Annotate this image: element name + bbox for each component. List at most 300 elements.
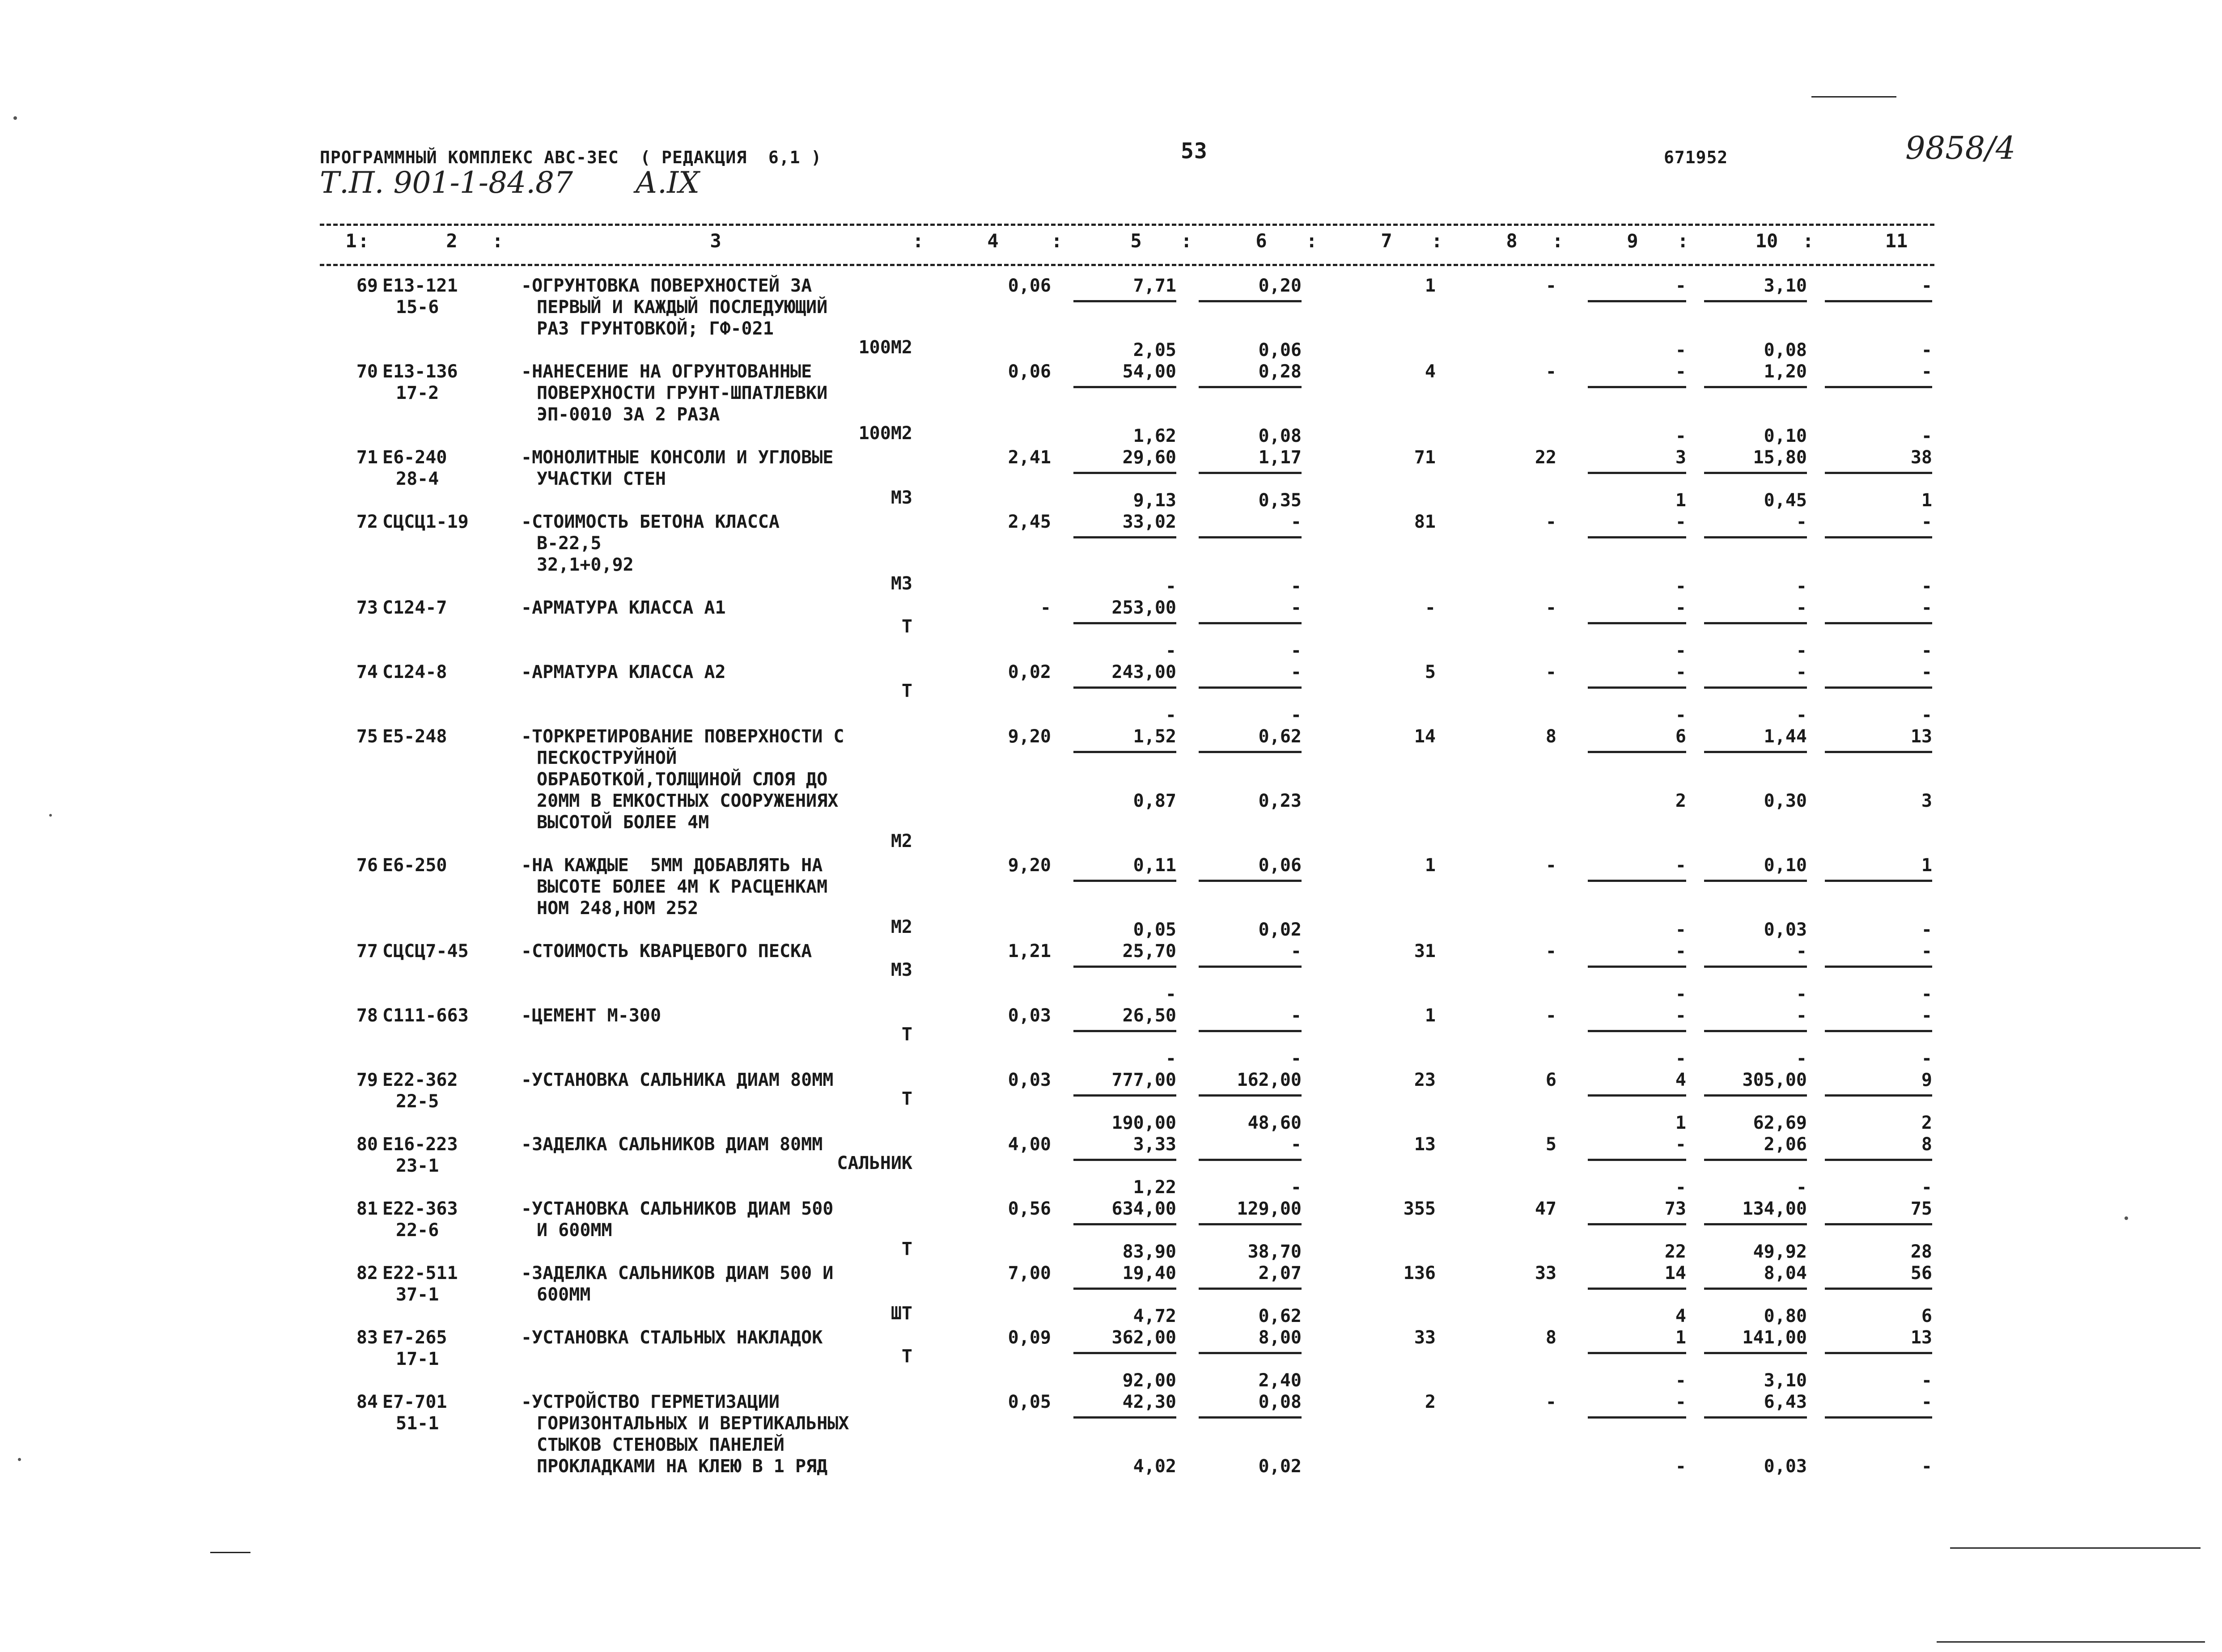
row-code: Е13-136	[382, 361, 458, 382]
row-code: Е5-248	[382, 726, 447, 747]
row-c9-top: -	[1675, 941, 1686, 962]
row-c7: 13	[1414, 1134, 1436, 1155]
column-header: 4	[987, 230, 999, 252]
row-c11-bottom: -	[1921, 984, 1932, 1004]
row-c5-bottom: 190,00	[1111, 1113, 1176, 1133]
row-c5-bottom: 0,87	[1133, 791, 1176, 811]
fraction-rule	[1199, 1416, 1302, 1419]
row-c6-bottom: 0,06	[1258, 340, 1302, 360]
row-c7: 23	[1414, 1070, 1436, 1090]
scan-speck	[13, 116, 17, 120]
fraction-rule	[1825, 880, 1932, 882]
row-c6-bottom: -	[1290, 640, 1302, 661]
fraction-rule	[1588, 1223, 1686, 1225]
row-qty: 2,45	[1008, 512, 1051, 532]
fraction-rule	[1073, 300, 1176, 302]
row-description: -НАНЕСЕНИЕ НА ОГРУНТОВАННЫЕ	[521, 361, 812, 382]
row-c10-bottom: 0,80	[1764, 1306, 1807, 1326]
fraction-rule	[1825, 1352, 1932, 1354]
fraction-rule	[1704, 1030, 1807, 1032]
row-c6-top: -	[1290, 1005, 1302, 1026]
row-unit: М2	[890, 917, 912, 937]
row-c10-top: -	[1796, 662, 1807, 682]
row-unit: Т	[901, 616, 912, 637]
scan-speck	[18, 1458, 21, 1461]
row-c9-top: -	[1675, 1005, 1686, 1026]
row-c6-bottom: -	[1290, 705, 1302, 725]
row-code: С111-663	[382, 1005, 469, 1026]
fraction-rule	[1073, 1030, 1176, 1032]
column-header: 6	[1255, 230, 1267, 252]
row-c5-top: 7,71	[1133, 275, 1176, 296]
row-c5-top: 26,50	[1122, 1005, 1176, 1026]
fraction-rule	[1073, 1223, 1176, 1225]
fraction-rule	[1825, 966, 1932, 968]
row-c9-top: -	[1675, 1134, 1686, 1155]
row-c5-bottom: 1,22	[1133, 1177, 1176, 1198]
row-description: -ЗАДЕЛКА САЛЬНИКОВ ДИАМ 80ММ	[521, 1134, 823, 1155]
scan-line	[1937, 1641, 2205, 1643]
row-unit: М3	[890, 487, 912, 508]
fraction-rule	[1073, 1416, 1176, 1419]
fraction-rule	[1073, 1094, 1176, 1097]
fraction-rule	[1588, 622, 1686, 624]
fraction-rule	[1704, 1352, 1807, 1354]
row-number: 70	[356, 361, 378, 382]
row-unit: Т	[901, 681, 912, 701]
row-description: РАЗ ГРУНТОВКОЙ; ГФ-021	[537, 318, 774, 339]
fraction-rule	[1704, 1416, 1807, 1419]
scan-speck	[2124, 1216, 2128, 1220]
row-c6-bottom: 0,08	[1258, 426, 1302, 446]
row-c11-top: 75	[1910, 1199, 1932, 1219]
column-separator: :	[1051, 230, 1063, 252]
row-description: УЧАСТКИ СТЕН	[537, 469, 666, 489]
row-c10-bottom: 0,30	[1764, 791, 1807, 811]
row-qty: 4,00	[1008, 1134, 1051, 1155]
row-c6-bottom: 2,40	[1258, 1370, 1302, 1391]
row-code: СЦСЦ7-45	[382, 941, 469, 962]
fraction-rule	[1825, 536, 1932, 538]
row-c11-top: -	[1921, 361, 1932, 382]
row-c10-top: 141,00	[1742, 1327, 1807, 1348]
row-c10-bottom: 0,10	[1764, 426, 1807, 446]
fraction-rule	[1825, 300, 1932, 302]
row-c10-bottom: -	[1796, 1048, 1807, 1069]
row-code: 22-6	[396, 1220, 439, 1241]
row-c11-top: -	[1921, 275, 1932, 296]
row-description: И 600ММ	[537, 1220, 612, 1241]
row-c9-bottom: 1	[1675, 490, 1686, 511]
column-header: 2	[446, 230, 458, 252]
row-description: -СТОИМОСТЬ КВАРЦЕВОГО ПЕСКА	[521, 941, 812, 962]
row-c5-bottom: 4,72	[1133, 1306, 1176, 1326]
fraction-rule	[1704, 880, 1807, 882]
fraction-rule	[1199, 1352, 1302, 1354]
scan-line	[1811, 96, 1896, 97]
fraction-rule	[1588, 1030, 1686, 1032]
fraction-rule	[1073, 751, 1176, 753]
row-c9-top: -	[1675, 512, 1686, 532]
row-c5-top: 29,60	[1122, 447, 1176, 468]
row-c8: 47	[1535, 1199, 1556, 1219]
row-description: СТЫКОВ СТЕНОВЫХ ПАНЕЛЕЙ	[537, 1435, 784, 1455]
row-c11-top: 56	[1910, 1263, 1932, 1283]
row-c8: -	[1545, 855, 1556, 876]
table-header-rule	[320, 264, 1934, 266]
row-c5-bottom: -	[1165, 984, 1176, 1004]
row-number: 79	[356, 1070, 378, 1090]
row-c10-top: 3,10	[1764, 275, 1807, 296]
fraction-rule	[1825, 1288, 1932, 1290]
row-description: В-22,5	[537, 533, 602, 554]
fraction-rule	[1825, 622, 1932, 624]
row-c7: 1	[1425, 1005, 1436, 1026]
row-c9-bottom: -	[1675, 705, 1686, 725]
row-c11-bottom: 1	[1921, 490, 1932, 511]
row-c11-bottom: -	[1921, 1048, 1932, 1069]
fraction-rule	[1073, 1288, 1176, 1290]
row-c7: 1	[1425, 275, 1436, 296]
row-description: ОБРАБОТКОЙ,ТОЛЩИНОЙ СЛОЯ ДО	[537, 769, 828, 790]
row-qty: -	[1040, 597, 1051, 618]
fraction-rule	[1588, 1159, 1686, 1161]
row-c10-bottom: -	[1796, 1177, 1807, 1198]
row-number: 69	[356, 275, 378, 296]
row-unit: М3	[890, 960, 912, 980]
row-c11-top: 13	[1910, 726, 1932, 747]
row-c7: 1	[1425, 855, 1436, 876]
row-c10-bottom: -	[1796, 640, 1807, 661]
row-c10-top: 1,20	[1764, 361, 1807, 382]
fraction-rule	[1199, 1030, 1302, 1032]
row-qty: 9,20	[1008, 726, 1051, 747]
fraction-rule	[1199, 622, 1302, 624]
fraction-rule	[1825, 386, 1932, 388]
row-c9-bottom: -	[1675, 340, 1686, 360]
row-c10-top: 15,80	[1753, 447, 1807, 468]
row-c6-bottom: 0,62	[1258, 1306, 1302, 1326]
row-code: 22-5	[396, 1091, 439, 1112]
row-code: Е6-250	[382, 855, 447, 876]
fraction-rule	[1199, 1159, 1302, 1161]
row-c6-top: -	[1290, 941, 1302, 962]
document-code: 671952	[1664, 148, 1728, 167]
row-c9-top: -	[1675, 597, 1686, 618]
row-code: Е22-363	[382, 1199, 458, 1219]
row-c9-bottom: -	[1675, 1048, 1686, 1069]
row-c6-top: 0,28	[1258, 361, 1302, 382]
fraction-rule	[1825, 751, 1932, 753]
row-c6-top: -	[1290, 512, 1302, 532]
row-description: -МОНОЛИТНЫЕ КОНСОЛИ И УГЛОВЫЕ	[521, 447, 834, 468]
row-number: 80	[356, 1134, 378, 1155]
column-header: 1	[345, 230, 357, 252]
fraction-rule	[1704, 300, 1807, 302]
row-c8: 5	[1545, 1134, 1556, 1155]
row-code: СЦСЦ1-19	[382, 512, 469, 532]
row-c10-bottom: 0,03	[1764, 1456, 1807, 1477]
column-header: 11	[1885, 230, 1908, 252]
row-c9-top: -	[1675, 361, 1686, 382]
row-c11-top: -	[1921, 941, 1932, 962]
row-c10-bottom: 49,92	[1753, 1241, 1807, 1262]
row-code: 17-2	[396, 383, 439, 403]
row-qty: 0,03	[1008, 1070, 1051, 1090]
row-c8: -	[1545, 662, 1556, 682]
row-description: 20ММ В ЕМКОСТНЫХ СООРУЖЕНИЯХ	[537, 791, 839, 811]
fraction-rule	[1073, 880, 1176, 882]
row-c5-top: 634,00	[1111, 1199, 1176, 1219]
row-c5-bottom: 9,13	[1133, 490, 1176, 511]
row-c5-top: 0,11	[1133, 855, 1176, 876]
row-c9-bottom: 1	[1675, 1113, 1686, 1133]
row-description: -СТОИМОСТЬ БЕТОНА КЛАССА	[521, 512, 780, 532]
column-header: 5	[1130, 230, 1142, 252]
fraction-rule	[1588, 300, 1686, 302]
row-code: Е16-223	[382, 1134, 458, 1155]
row-c5-bottom: -	[1165, 705, 1176, 725]
row-description: 600ММ	[537, 1284, 591, 1305]
row-c6-bottom: -	[1290, 576, 1302, 597]
fraction-rule	[1073, 1159, 1176, 1161]
row-description: ПРОКЛАДКАМИ НА КЛЕЮ В 1 РЯД	[537, 1456, 828, 1477]
row-c7: 355	[1403, 1199, 1436, 1219]
row-c5-top: 1,52	[1133, 726, 1176, 747]
fraction-rule	[1199, 386, 1302, 388]
row-c9-bottom: 2	[1675, 791, 1686, 811]
row-c5-bottom: 0,05	[1133, 919, 1176, 940]
row-c10-bottom: -	[1796, 984, 1807, 1004]
row-number: 75	[356, 726, 378, 747]
row-code: С124-7	[382, 597, 447, 618]
row-c7: 14	[1414, 726, 1436, 747]
row-c5-bottom: -	[1165, 640, 1176, 661]
row-code: 28-4	[396, 469, 439, 489]
row-c8: -	[1545, 941, 1556, 962]
row-c10-top: -	[1796, 597, 1807, 618]
row-description: -УСТАНОВКА САЛЬНИКОВ ДИАМ 500	[521, 1199, 834, 1219]
row-unit: 100М2	[858, 337, 912, 358]
row-unit: М2	[890, 831, 912, 851]
row-qty: 2,41	[1008, 447, 1051, 468]
row-description: ВЫСОТЕ БОЛЕЕ 4М К РАСЦЕНКАМ	[537, 877, 828, 897]
row-c5-bottom: 92,00	[1122, 1370, 1176, 1391]
column-header: 9	[1627, 230, 1638, 252]
column-separator: :	[912, 230, 924, 252]
row-c9-bottom: -	[1675, 1370, 1686, 1391]
row-c7: 2	[1425, 1392, 1436, 1412]
fraction-rule	[1073, 536, 1176, 538]
row-c9-top: 4	[1675, 1070, 1686, 1090]
row-description: -УСТАНОВКА СТАЛЬНЫХ НАКЛАДОК	[521, 1327, 823, 1348]
row-c5-top: 42,30	[1122, 1392, 1176, 1412]
row-c6-bottom: 0,35	[1258, 490, 1302, 511]
row-c11-bottom: 3	[1921, 791, 1932, 811]
row-c10-bottom: 3,10	[1764, 1370, 1807, 1391]
fraction-rule	[1825, 1094, 1932, 1097]
row-description: 32,1+0,92	[537, 555, 634, 575]
row-c7: 136	[1403, 1263, 1436, 1283]
row-c8: 6	[1545, 1070, 1556, 1090]
fraction-rule	[1199, 1094, 1302, 1097]
row-c9-top: 73	[1664, 1199, 1686, 1219]
row-c7: 5	[1425, 662, 1436, 682]
fraction-rule	[1073, 1352, 1176, 1354]
row-qty: 0,56	[1008, 1199, 1051, 1219]
row-description: НОМ 248,НОМ 252	[537, 898, 699, 919]
row-c6-top: 162,00	[1237, 1070, 1302, 1090]
row-c10-top: 134,00	[1742, 1199, 1807, 1219]
row-c9-bottom: -	[1675, 1456, 1686, 1477]
page-number: 53	[1181, 139, 1208, 164]
row-c9-bottom: -	[1675, 640, 1686, 661]
row-c7: -	[1425, 597, 1436, 618]
row-unit: Т	[901, 1024, 912, 1045]
column-separator: :	[1677, 230, 1689, 252]
fraction-rule	[1704, 622, 1807, 624]
row-description: ГОРИЗОНТАЛЬНЫХ И ВЕРТИКАЛЬНЫХ	[537, 1413, 849, 1434]
row-c7: 71	[1414, 447, 1436, 468]
row-unit: 100М2	[858, 423, 912, 444]
column-header: 8	[1506, 230, 1518, 252]
fraction-rule	[1825, 686, 1932, 689]
row-c6-top: 0,06	[1258, 855, 1302, 876]
row-code: Е13-121	[382, 275, 458, 296]
row-description: -ЗАДЕЛКА САЛЬНИКОВ ДИАМ 500 И	[521, 1263, 834, 1283]
row-c8: 8	[1545, 1327, 1556, 1348]
row-c11-top: -	[1921, 512, 1932, 532]
table-top-rule	[320, 224, 1934, 226]
row-code: Е6-240	[382, 447, 447, 468]
row-unit: Т	[901, 1346, 912, 1367]
row-number: 83	[356, 1327, 378, 1348]
fraction-rule	[1704, 966, 1807, 968]
fraction-rule	[1825, 1030, 1932, 1032]
fraction-rule	[1704, 751, 1807, 753]
fraction-rule	[1825, 472, 1932, 474]
row-c9-bottom: -	[1675, 426, 1686, 446]
row-c10-top: 0,10	[1764, 855, 1807, 876]
row-code: 23-1	[396, 1156, 439, 1176]
row-c7: 81	[1414, 512, 1436, 532]
row-c6-bottom: 0,02	[1258, 919, 1302, 940]
row-c11-top: 38	[1910, 447, 1932, 468]
row-c5-top: 253,00	[1111, 597, 1176, 618]
row-description: -ТОРКРЕТИРОВАНИЕ ПОВЕРХНОСТИ С	[521, 726, 844, 747]
row-description: ПОВЕРХНОСТИ ГРУНТ-ШПАТЛЕВКИ	[537, 383, 828, 403]
row-qty: 0,02	[1008, 662, 1051, 682]
fraction-rule	[1825, 1416, 1932, 1419]
row-c9-top: -	[1675, 1392, 1686, 1412]
fraction-rule	[1825, 1159, 1932, 1161]
row-c9-top: 14	[1664, 1263, 1686, 1283]
row-c9-bottom: 22	[1664, 1241, 1686, 1262]
row-number: 71	[356, 447, 378, 468]
row-c8: 33	[1535, 1263, 1556, 1283]
row-qty: 9,20	[1008, 855, 1051, 876]
row-c11-top: -	[1921, 597, 1932, 618]
row-c8: 22	[1535, 447, 1556, 468]
row-c11-bottom: 6	[1921, 1306, 1932, 1326]
row-c11-bottom: -	[1921, 1370, 1932, 1391]
fraction-rule	[1073, 686, 1176, 689]
fraction-rule	[1588, 966, 1686, 968]
fraction-rule	[1199, 472, 1302, 474]
row-description: ПЕСКОСТРУЙНОЙ	[537, 748, 677, 768]
column-separator: :	[358, 230, 369, 252]
column-separator: :	[1306, 230, 1318, 252]
fraction-rule	[1588, 880, 1686, 882]
fraction-rule	[1199, 880, 1302, 882]
row-c7: 33	[1414, 1327, 1436, 1348]
fraction-rule	[1704, 1094, 1807, 1097]
fraction-rule	[1704, 1159, 1807, 1161]
row-code: С124-8	[382, 662, 447, 682]
row-c6-bottom: -	[1290, 1177, 1302, 1198]
row-c10-top: -	[1796, 1005, 1807, 1026]
row-qty: 1,21	[1008, 941, 1051, 962]
row-c6-top: 1,17	[1258, 447, 1302, 468]
row-unit: Т	[901, 1089, 912, 1109]
row-c8: -	[1545, 597, 1556, 618]
row-number: 82	[356, 1263, 378, 1283]
row-c6-bottom: 48,60	[1247, 1113, 1302, 1133]
row-c6-bottom: 0,02	[1258, 1456, 1302, 1477]
fraction-rule	[1704, 536, 1807, 538]
row-c9-bottom: -	[1675, 919, 1686, 940]
fraction-rule	[1588, 1416, 1686, 1419]
row-qty: 0,06	[1008, 361, 1051, 382]
row-c10-top: -	[1796, 941, 1807, 962]
row-c8: -	[1545, 512, 1556, 532]
fraction-rule	[1073, 386, 1176, 388]
row-code: Е22-511	[382, 1263, 458, 1283]
row-unit: Т	[901, 1239, 912, 1259]
row-c6-top: 129,00	[1237, 1199, 1302, 1219]
fraction-rule	[1588, 386, 1686, 388]
row-c9-top: -	[1675, 855, 1686, 876]
row-code: 15-6	[396, 297, 439, 318]
fraction-rule	[1588, 686, 1686, 689]
row-number: 72	[356, 512, 378, 532]
row-c11-bottom: 28	[1910, 1241, 1932, 1262]
row-code: 17-1	[396, 1349, 439, 1369]
row-c9-bottom: -	[1675, 576, 1686, 597]
row-c8: -	[1545, 1005, 1556, 1026]
row-c5-top: 33,02	[1122, 512, 1176, 532]
row-c10-top: 2,06	[1764, 1134, 1807, 1155]
row-c6-top: 0,20	[1258, 275, 1302, 296]
row-c10-bottom: 0,08	[1764, 340, 1807, 360]
row-c11-top: 8	[1921, 1134, 1932, 1155]
row-description: -УСТРОЙСТВО ГЕРМЕТИЗАЦИИ	[521, 1392, 780, 1412]
row-c11-bottom: -	[1921, 919, 1932, 940]
fraction-rule	[1704, 1223, 1807, 1225]
row-c6-top: 2,07	[1258, 1263, 1302, 1283]
row-c11-top: 1	[1921, 855, 1932, 876]
row-c10-top: -	[1796, 512, 1807, 532]
row-c5-top: 243,00	[1111, 662, 1176, 682]
row-qty: 0,09	[1008, 1327, 1051, 1348]
row-c11-bottom: -	[1921, 705, 1932, 725]
row-description: -АРМАТУРА КЛАССА А2	[521, 662, 726, 682]
row-c8: -	[1545, 1392, 1556, 1412]
row-c5-bottom: -	[1165, 576, 1176, 597]
fraction-rule	[1199, 1288, 1302, 1290]
row-number: 76	[356, 855, 378, 876]
column-separator: :	[1802, 230, 1814, 252]
